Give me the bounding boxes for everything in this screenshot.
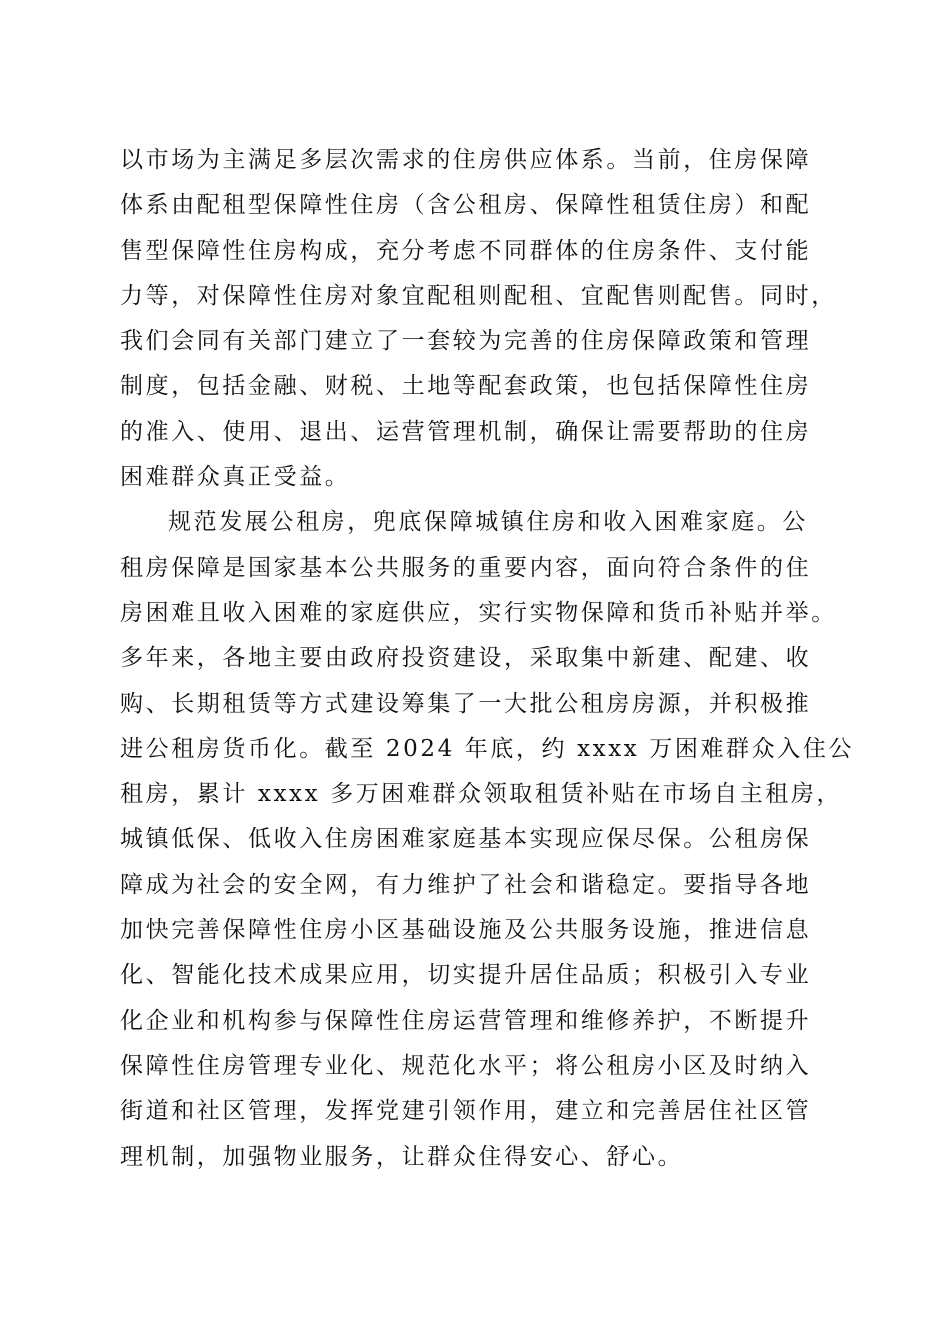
- text-line: 困难群众真正受益。: [120, 464, 351, 491]
- text-line: 我们会同有关部门建立了一套较为完善的住房保障政策和管理: [120, 328, 812, 355]
- text-line: 售型保障性住房构成，充分考虑不同群体的住房条件、支付能: [120, 237, 812, 264]
- text-line: 保障性住房管理专业化、规范化水平；将公租房小区及时纳入: [120, 1052, 812, 1079]
- text-line: 加快完善保障性住房小区基础设施及公共服务设施，推进信息: [120, 917, 812, 944]
- text-line: 以市场为主满足多层次需求的住房供应体系。当前，住房保障: [120, 147, 812, 173]
- text-line: 力等，对保障性住房对象宜配租则配租、宜配售则配售。同时，: [120, 282, 837, 309]
- text-line: 进公租房货币化。截至 2024 年底，约 xxxx 万困难群众入住公: [120, 735, 855, 762]
- text-line: 城镇低保、低收入住房困难家庭基本实现应保尽保。公租房保: [120, 826, 812, 853]
- body-text: [120, 138, 855, 1180]
- text-line: 多年来，各地主要由政府投资建设，采取集中新建、配建、收: [120, 645, 812, 672]
- paragraph-1: [120, 138, 840, 500]
- text-line: 购、长期租赁等方式建设筹集了一大批公租房房源，并积极推: [120, 690, 812, 717]
- text-line: 租房保障是国家基本公共服务的重要内容，面向符合条件的住: [120, 554, 812, 581]
- text-line: 街道和社区管理，发挥党建引领作用，建立和完善居住社区管: [120, 1098, 812, 1125]
- text-line: 理机制，加强物业服务，让群众住得安心、舒心。: [120, 1143, 684, 1170]
- text-line: 规范发展公租房，兜底保障城镇住房和收入困难家庭。公: [168, 509, 808, 536]
- text-line: 化企业和机构参与保障性住房运营管理和维修养护，不断提升: [120, 1007, 812, 1034]
- text-line: 制度，包括金融、财税、土地等配套政策，也包括保障性住房: [120, 373, 812, 400]
- text-line: 的准入、使用、退出、运营管理机制，确保让需要帮助的住房: [120, 418, 812, 445]
- paragraph-2: [120, 500, 855, 1179]
- text-line: 房困难且收入困难的家庭供应，实行实物保障和货币补贴并举。: [120, 599, 837, 626]
- text-line: 化、智能化技术成果应用，切实提升居住品质；积极引入专业: [120, 962, 812, 989]
- text-line: 体系由配租型保障性住房（含公租房、保障性租赁住房）和配: [120, 192, 812, 219]
- text-line: 障成为社会的安全网，有力维护了社会和谐稳定。要指导各地: [120, 871, 812, 898]
- text-line: 租房，累计 xxxx 多万困难群众领取租赁补贴在市场自主租房，: [120, 781, 843, 808]
